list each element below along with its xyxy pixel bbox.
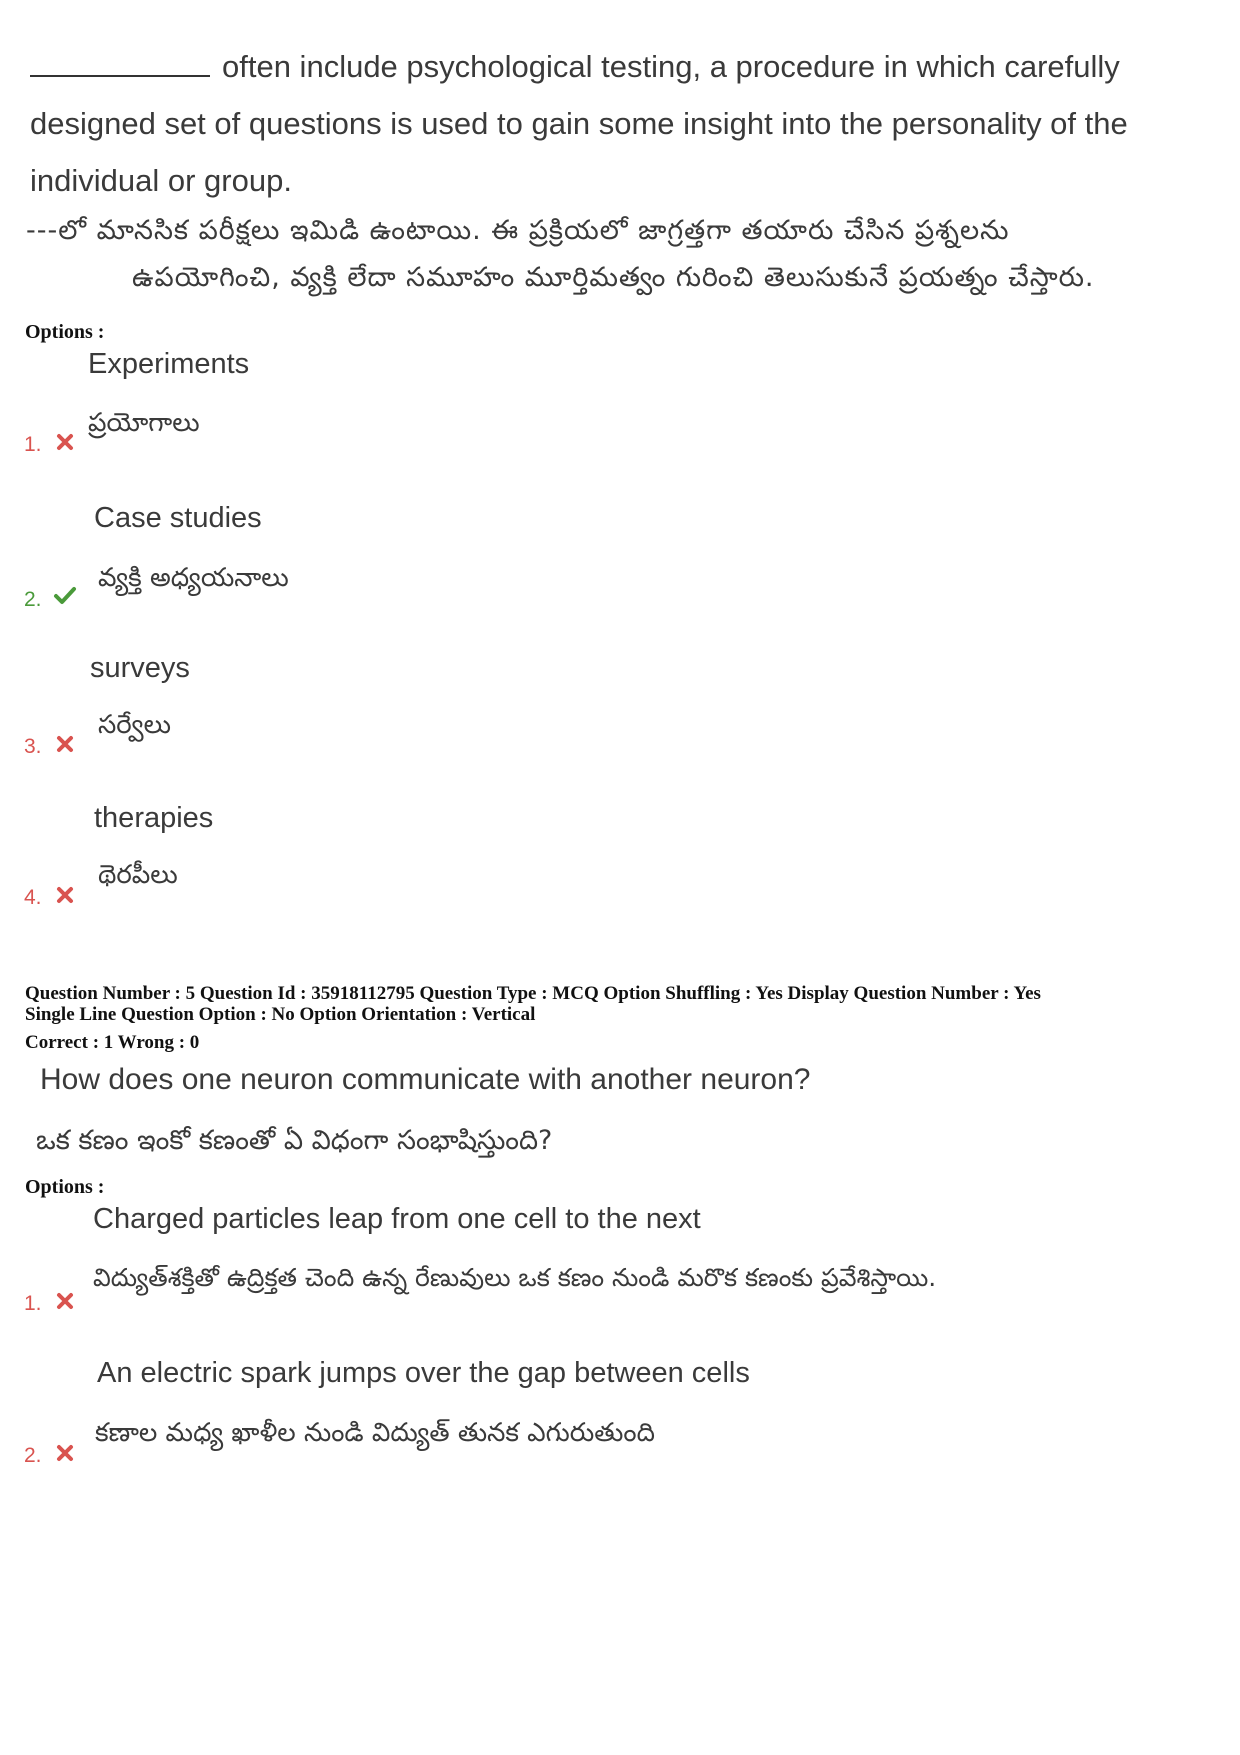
q4-option-4-te: థెరపీలు <box>98 860 178 890</box>
q5-question-en: How does one neuron communicate with another neuron? <box>40 1063 811 1096</box>
q4-option-2-te: వ్యక్తి అధ్యయనాలు <box>98 563 289 593</box>
q4-question-te-line2: ఉపయోగించి, వ్యక్తి లేదా సమూహం మూర్తిమత్వం గురించి తెలుసుకునే ప్రయత్నం చేస్తారు. <box>132 262 1095 293</box>
q5-option-2-en: An electric spark jumps over the gap between cells <box>97 1357 750 1389</box>
q4-question-te-line1: ---లో మానసిక పరీక్షలు ఇమిడి ఉంటాయి. ఈ ప్రక్రియలో జాగ్రత్తగా తయారు చేసిన ప్రశ్నలను <box>26 215 1010 246</box>
answer-blank <box>30 49 210 77</box>
q5-option-2-te: కణాల మధ్య ఖాళీల నుండి విద్యుత్ తునక ఎగురుతుంది <box>95 1418 655 1448</box>
wrong-cross-icon <box>55 432 75 452</box>
q5-options-label: Options : <box>25 1176 105 1198</box>
q4-option-1-te: ప్రయోగాలు <box>88 408 200 438</box>
q5-option-1-en: Charged particles leap from one cell to the next <box>93 1203 701 1235</box>
q4-question-en: often include psychological testing, a procedure in which carefully designed set of questions is used to gain some insight into the personality of the individual or group. <box>30 49 1128 198</box>
correct-check-icon <box>53 586 77 606</box>
q4-option-1-number: 1. <box>24 433 42 456</box>
q4-option-1-en: Experiments <box>88 348 250 380</box>
q4-options-label: Options : <box>25 321 105 343</box>
q5-meta-line1: Question Number : 5 Question Id : 35918112795 Question Type : MCQ Option Shuffling : Yes Display Question Number : Yes <box>25 983 1041 1004</box>
q4-option-3-te: సర్వేలు <box>98 710 172 740</box>
q5-meta-line2: Single Line Question Option : No Option Orientation : Vertical <box>25 1004 536 1025</box>
q4-option-4-number: 4. <box>24 886 42 909</box>
wrong-cross-icon <box>55 885 75 905</box>
q5-option-1-te: విద్యుత్‌శక్తితో ఉద్రిక్తత చెంది ఉన్న రేణువులు ఒక కణం నుండి మరొక కణంకు ప్రవేశిస్తాయి. <box>93 1263 937 1292</box>
q4-option-3-en: surveys <box>90 652 190 684</box>
q5-question-te: ఒక కణం ఇంకో కణంతో ఏ విధంగా సంభాషిస్తుంది? <box>36 1125 553 1156</box>
wrong-cross-icon <box>55 734 75 754</box>
q5-option-2-number: 2. <box>24 1444 42 1467</box>
q5-meta-line3: Correct : 1 Wrong : 0 <box>25 1032 200 1053</box>
wrong-cross-icon <box>55 1443 75 1463</box>
q4-option-2-number: 2. <box>24 588 42 611</box>
q4-option-3-number: 3. <box>24 735 42 758</box>
wrong-cross-icon <box>55 1291 75 1311</box>
q5-option-1-number: 1. <box>24 1292 42 1315</box>
q4-option-2-en: Case studies <box>94 502 262 534</box>
q4-question-text <box>30 38 1210 209</box>
q4-option-4-en: therapies <box>94 802 214 834</box>
